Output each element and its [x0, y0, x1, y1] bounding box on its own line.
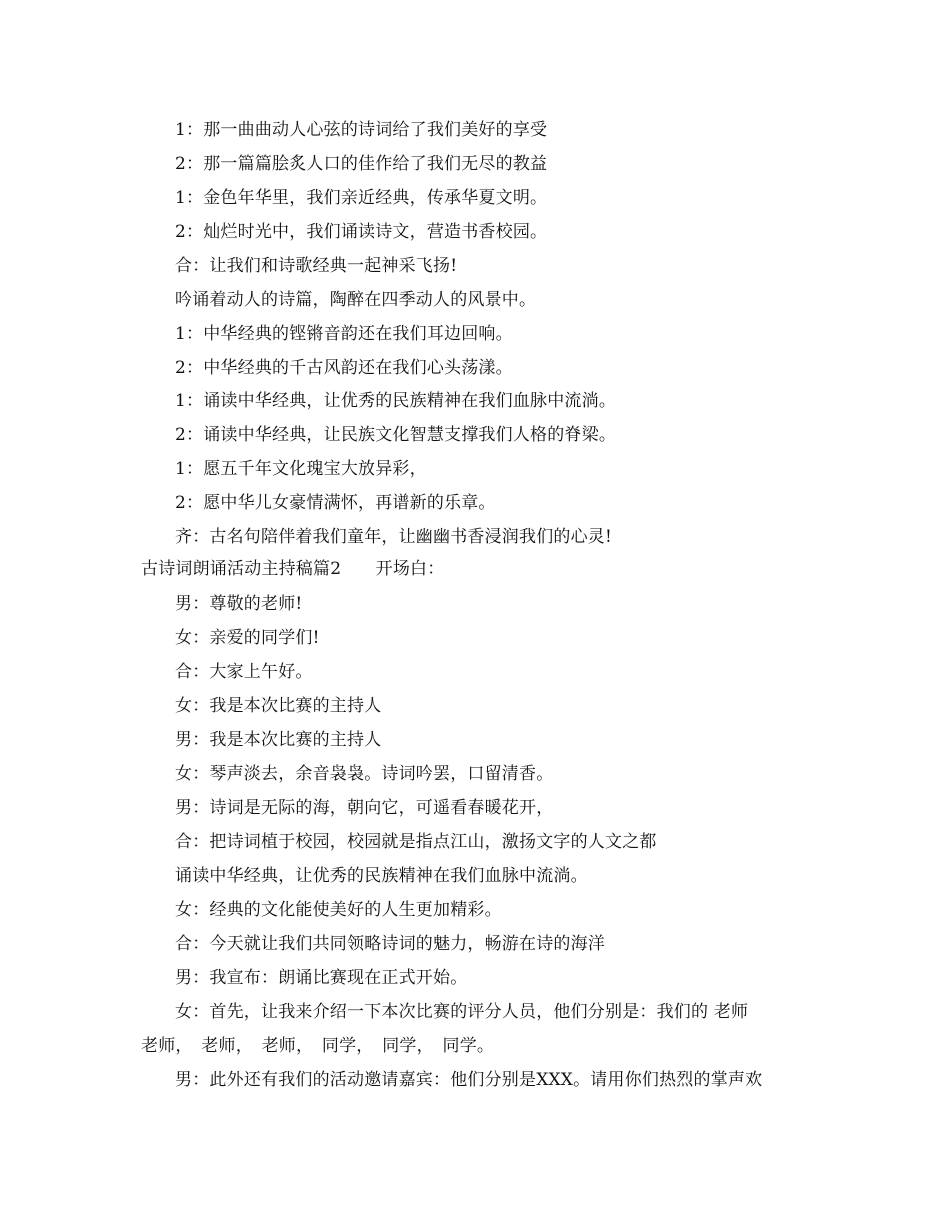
text-line: 合：今天就让我们共同领略诗词的魅力，畅游在诗的海洋 [175, 934, 605, 954]
text-line: 女：我是本次比赛的主持人 [175, 696, 382, 716]
text-line: 女：首先，让我来介绍一下本次比赛的评分人员，他们分别是：我们的 老师 [175, 1002, 749, 1022]
text-line: 女：经典的文化能使美好的人生更加精彩。 [175, 900, 502, 920]
text-line: 男：我宣布：朗诵比赛现在正式开始。 [175, 968, 468, 988]
text-line: 合：让我们和诗歌经典一起神采飞扬! [175, 256, 458, 276]
text-line: 女：琴声淡去，余音袅袅。诗词吟罢，口留清香。 [175, 764, 554, 784]
text-line: 2：灿烂时光中，我们诵读诗文，营造书香校园。 [175, 222, 548, 242]
text-line: 1：金色年华里，我们亲近经典，传承华夏文明。 [175, 188, 548, 208]
text-line: 男：诗词是无际的海，朝向它，可遥看春暖花开， [175, 798, 554, 818]
text-line: 男：我是本次比赛的主持人 [175, 730, 382, 750]
text-line: 2：诵读中华经典，让民族文化智慧支撑我们人格的脊梁。 [175, 425, 617, 445]
text-line-continued: 老师， 老师， 老师， 同学， 同学， 同学。 [141, 1036, 495, 1056]
text-line: 2：那一篇篇脍炙人口的佳作给了我们无尽的教益 [175, 154, 548, 174]
text-line: 女：亲爱的同学们! [175, 628, 320, 648]
text-line: 2：中华经典的千古风韵还在我们心头荡漾。 [175, 358, 513, 378]
text-line: 合：大家上午好。 [175, 662, 313, 682]
text-line: 男：此外还有我们的活动邀请嘉宾：他们分别是XXX。请用你们热烈的掌声欢 [175, 1070, 763, 1090]
text-line: 1：那一曲曲动人心弦的诗词给了我们美好的享受 [175, 120, 548, 140]
text-line: 1：中华经典的铿锵音韵还在我们耳边回响。 [175, 324, 513, 344]
text-line: 2：愿中华儿女豪情满怀，再谱新的乐章。 [175, 493, 496, 513]
text-line: 诵读中华经典，让优秀的民族精神在我们血脉中流淌。 [175, 866, 588, 886]
text-line: 齐：古名句陪伴着我们童年，让幽幽书香浸润我们的心灵! [175, 527, 613, 547]
text-line: 男：尊敬的老师! [175, 594, 303, 614]
section-heading: 古诗词朗诵活动主持稿篇2 开场白： [141, 559, 445, 579]
text-line: 吟诵着动人的诗篇，陶醉在四季动人的风景中。 [175, 290, 537, 310]
text-line: 1：诵读中华经典，让优秀的民族精神在我们血脉中流淌。 [175, 391, 617, 411]
text-line: 1：愿五千年文化瑰宝大放异彩， [175, 459, 427, 479]
text-line: 合：把诗词植于校园，校园就是指点江山，激扬文字的人文之都 [175, 832, 657, 852]
